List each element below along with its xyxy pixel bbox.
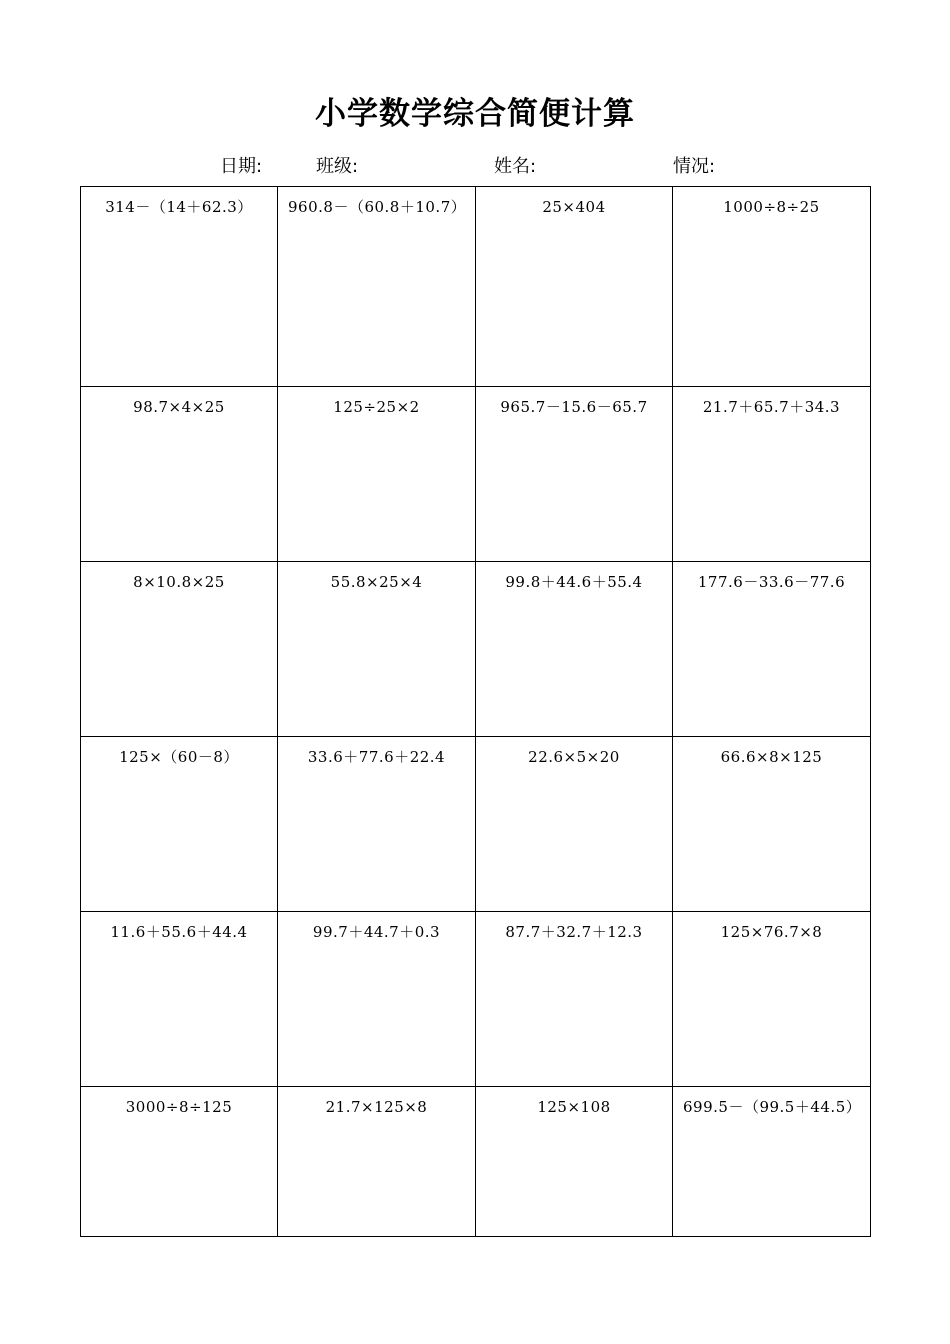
problem-cell: 55.8×25×4 [278, 562, 476, 737]
problem-cell: 1000÷8÷25 [673, 187, 871, 387]
problem-cell: 125÷25×2 [278, 387, 476, 562]
name-label: 姓名: [494, 156, 537, 177]
problem-row [81, 912, 871, 1087]
class-label: 班级: [316, 156, 359, 177]
problem-cell: 99.8＋44.6＋55.4 [476, 562, 673, 737]
student-info-row [0, 148, 950, 178]
problem-cell: 125×（60－8） [81, 737, 278, 912]
problem-cell: 960.8－（60.8＋10.7） [278, 187, 476, 387]
problem-row [81, 187, 871, 387]
problem-cell: 21.7×125×8 [278, 1087, 476, 1237]
problem-cell: 25×404 [476, 187, 673, 387]
problem-cell: 699.5－（99.5＋44.5） [673, 1087, 871, 1237]
problem-cell: 98.7×4×25 [81, 387, 278, 562]
problem-cell: 66.6×8×125 [673, 737, 871, 912]
problem-cell: 965.7－15.6－65.7 [476, 387, 673, 562]
problem-cell: 87.7＋32.7＋12.3 [476, 912, 673, 1087]
problem-cell: 8×10.8×25 [81, 562, 278, 737]
problem-row [81, 737, 871, 912]
problem-cell: 99.7＋44.7＋0.3 [278, 912, 476, 1087]
problem-row [81, 562, 871, 737]
date-label: 日期: [220, 156, 263, 177]
problem-row [81, 387, 871, 562]
problem-cell: 11.6＋55.6＋44.4 [81, 912, 278, 1087]
problem-cell: 125×108 [476, 1087, 673, 1237]
problem-cell: 177.6－33.6－77.6 [673, 562, 871, 737]
problem-cell: 22.6×5×20 [476, 737, 673, 912]
problem-grid [80, 186, 871, 1237]
problem-row [81, 1087, 871, 1237]
problem-cell: 125×76.7×8 [673, 912, 871, 1087]
problem-cell: 3000÷8÷125 [81, 1087, 278, 1237]
problem-cell: 33.6＋77.6＋22.4 [278, 737, 476, 912]
problem-cell: 314－（14＋62.3） [81, 187, 278, 387]
problem-cell: 21.7＋65.7＋34.3 [673, 387, 871, 562]
page-title: 小学数学综合简便计算 [315, 96, 635, 132]
status-label: 情况: [673, 156, 716, 177]
